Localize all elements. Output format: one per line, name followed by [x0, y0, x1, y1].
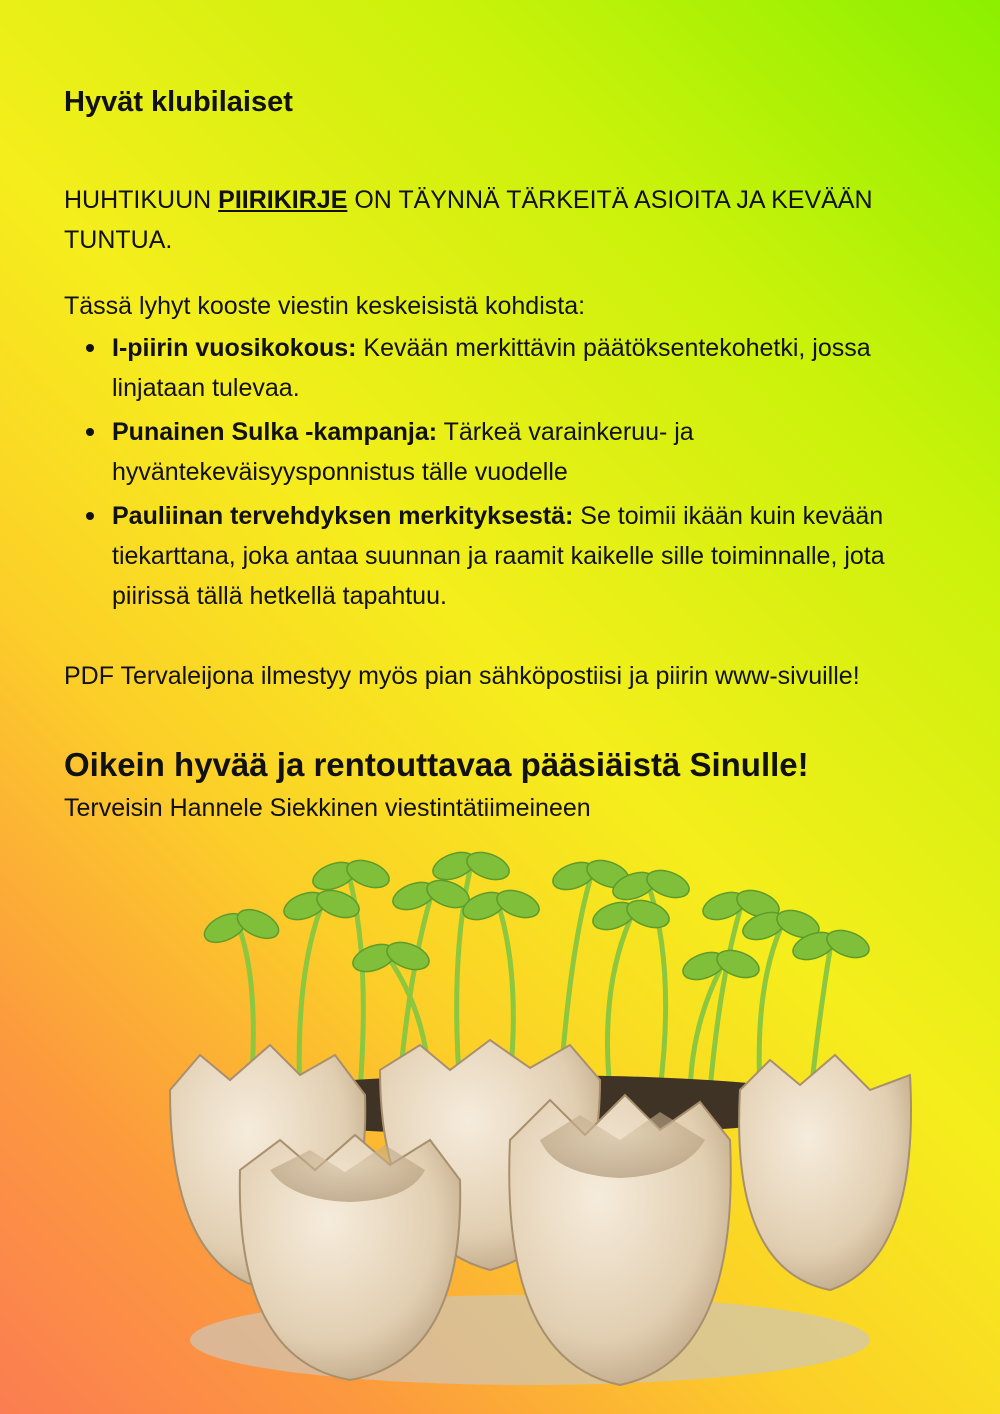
list-item — [112, 496, 924, 616]
eggshell-seedlings-illustration — [130, 840, 930, 1400]
piirikirje-link[interactable]: PIIRIKIRJE — [218, 186, 348, 214]
summary-lead: Tässä lyhyt kooste viestin keskeisistä kohdista: — [64, 292, 586, 320]
list-item-text: Tärkeä varainkeruu- ja hyväntekeväisyysponnistus tälle vuodelle — [112, 418, 694, 486]
list-item-text: Se toimii ikään kuin kevään tiekarttana, joka antaa suunnan ja raamit kaikelle sille toiminnalle, jota piirissä tällä hetkellä tapahtuu. — [112, 502, 885, 610]
list-item-title: I-piirin vuosikokous: — [112, 334, 357, 362]
letter-content — [64, 80, 924, 826]
bullet-icon — [86, 512, 94, 520]
intro-paragraph — [64, 180, 924, 260]
bullet-icon — [86, 428, 94, 436]
list-item-text: Kevään merkittävin päätöksentekohetki, jossa linjataan tulevaa. — [112, 334, 871, 402]
list-item — [112, 412, 924, 492]
easter-wish-heading: Oikein hyvää ja rentouttavaa pääsiäistä Sinulle! — [64, 746, 809, 783]
summary-list — [64, 328, 924, 616]
intro-text-before: HUHTIKUUN — [64, 186, 219, 214]
greeting-heading: Hyvät klubilaiset — [64, 86, 293, 118]
list-item — [112, 328, 924, 408]
bullet-icon — [86, 344, 94, 352]
intro-text-after: ON TÄYNNÄ TÄRKEITÄ ASIOITA JA KEVÄÄN TUNTUA. — [64, 186, 873, 254]
pdf-note: PDF Tervaleijona ilmestyy myös pian sähköpostiisi ja piirin www-sivuille! — [64, 662, 860, 690]
signature: Terveisin Hannele Siekkinen viestintätiimeineen — [64, 794, 591, 822]
list-item-title: Pauliinan tervehdyksen merkityksestä: — [112, 502, 574, 530]
list-item-title: Punainen Sulka -kampanja: — [112, 418, 438, 446]
